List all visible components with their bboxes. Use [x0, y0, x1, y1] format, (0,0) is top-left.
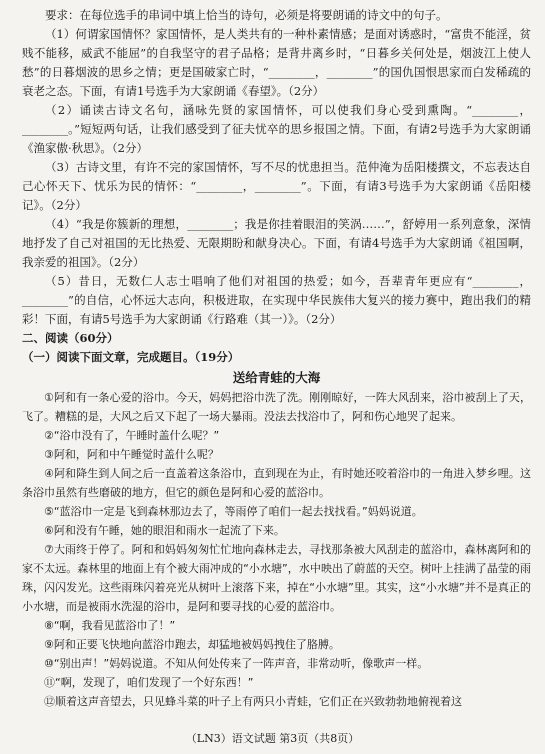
story-title: 送给青蛙的大海 [232, 370, 321, 385]
story-paragraph: ②“浴巾没有了，午睡时盖什么呢？” [44, 429, 220, 442]
question-5: （5）昔日，无数仁人志士唱响了他们对祖国的热爱；如今，吾辈青年更应有“________，________”的自信，心怀远大志向，积极进取，在实现中华民族伟大复兴的接力赛中，跑出我们的精彩！下面，有请5号选手为大家朗诵《行路难（其一）》。（2分） [22, 274, 531, 326]
story-paragraph: ③阿和，阿和中午睡觉时盖什么呢？ [44, 448, 219, 461]
story-paragraph: ④阿和降生到人间之后一直盖着这条浴巾，直到现在为止，有时她还咬着浴巾的一角进入梦乡哩。这条浴巾虽然有些磨破的地方，但它的颜色是阿和心爱的蓝浴巾。 [22, 467, 531, 499]
section-heading: 二、阅读（60分） [22, 331, 119, 345]
page-footer: （LN3）语文试题 第3页（共8页） [185, 732, 360, 745]
story-paragraph: ⑧“啊，我看见蓝浴巾了！” [44, 619, 176, 632]
story-paragraph: ⑦大雨终于停了。阿和和妈妈匆匆忙忙地向森林走去，寻找那条被大风刮走的蓝浴巾，森林离阿和的家不太远。森林里的地面上有个被大雨冲成的“小水塘”，水中映出了蔚蓝的天空。树叶上挂满了晶莹的雨珠，闪闪发光。这些雨珠闪着亮光从树叶上滚落下来，掉在“小水塘”里。其实，这“小水塘”并不是真正的小水塘，而是被雨水洗湿的浴巾，是阿和要寻找的心爱的蓝浴巾。 [22, 543, 531, 613]
question-3: （3）古诗文里，有许不完的家国情怀，写不尽的忧患担当。范仲淹为岳阳楼撰文，不忘表达自己心怀天下、忧乐为民的情怀：“________，________”。下面，有请3号选手为大家朗诵《岳阳楼记》。（2分） [22, 160, 531, 212]
story-paragraph: ⑥阿和没有午睡，她的眼泪和雨水一起流了下来。 [44, 524, 285, 537]
story-paragraph: ⑨阿和正要飞快地向蓝浴巾跑去，却猛地被妈妈拽住了胳膊。 [44, 638, 340, 651]
story-paragraph: ⑪“啊，发现了，咱们发现了一个好东西！” [44, 676, 254, 689]
reading-heading: （一）阅读下面文章，完成题目。（19分） [22, 350, 240, 364]
story-paragraph: ⑤“蓝浴巾一定是飞到森林那边去了，等雨停了咱们一起去找找看。”妈妈说道。 [44, 505, 423, 518]
story-paragraph: ⑩“别出声！”妈妈说道。不知从何处传来了一阵声音，非常动听，像歌声一样。 [44, 657, 429, 670]
question-4: （4）“我是你簇新的理想，________；我是你挂着眼泪的笑涡……”，舒婷用一系列意象，深情地抒发了自己对祖国的无比热爱、无限期盼和献身决心。下面，有请4号选手为大家朗诵《祖国啊，我亲爱的祖国》。（2分） [22, 217, 531, 269]
question-2: （2）诵读古诗文名句，涵咏先贤的家国情怀，可以使我们身心受到熏陶。“________，________。”短短两句话，让我们感受到了征夫忧卒的思乡报国之情。下面，有请2号选手为大家朗诵《渔家傲·秋思》。（2分） [22, 103, 531, 155]
story-body [22, 388, 531, 711]
story-paragraph: ①阿和有一条心爱的浴巾。今天，妈妈把浴巾洗了洗。刚刚晾好，一阵大风刮来，浴巾被刮上了天，飞了。糟糕的是，大风之后又下起了一场大暴雨。没法去找浴巾了，阿和伤心地哭了起来。 [22, 391, 531, 423]
exam-page [22, 6, 531, 711]
requirement-text: 要求：在每位选手的串词中填上恰当的诗句，必须是将要朗诵的诗文中的句子。 [45, 8, 448, 22]
question-1: （1）何谓家国情怀？家国情怀，是人类共有的一种朴素情感；是面对诱惑时，“富贵不能淫，贫贱不能移，威武不能屈”的自我坚守的君子品格；是背井离乡时，“日暮乡关何处是，烟波江上使人愁”的日暮烟波的思乡之情；更是国破家亡时，“________，________”的国仇国恨思家而白发稀疏的衰老之态。下面，有请1号选手为大家朗诵《春望》。（2分） [22, 27, 531, 98]
story-paragraph: ⑫顺着这声音望去，只见蜂斗菜的叶子上有两只小青蛙，它们正在兴致勃勃地俯视着这 [44, 695, 462, 708]
